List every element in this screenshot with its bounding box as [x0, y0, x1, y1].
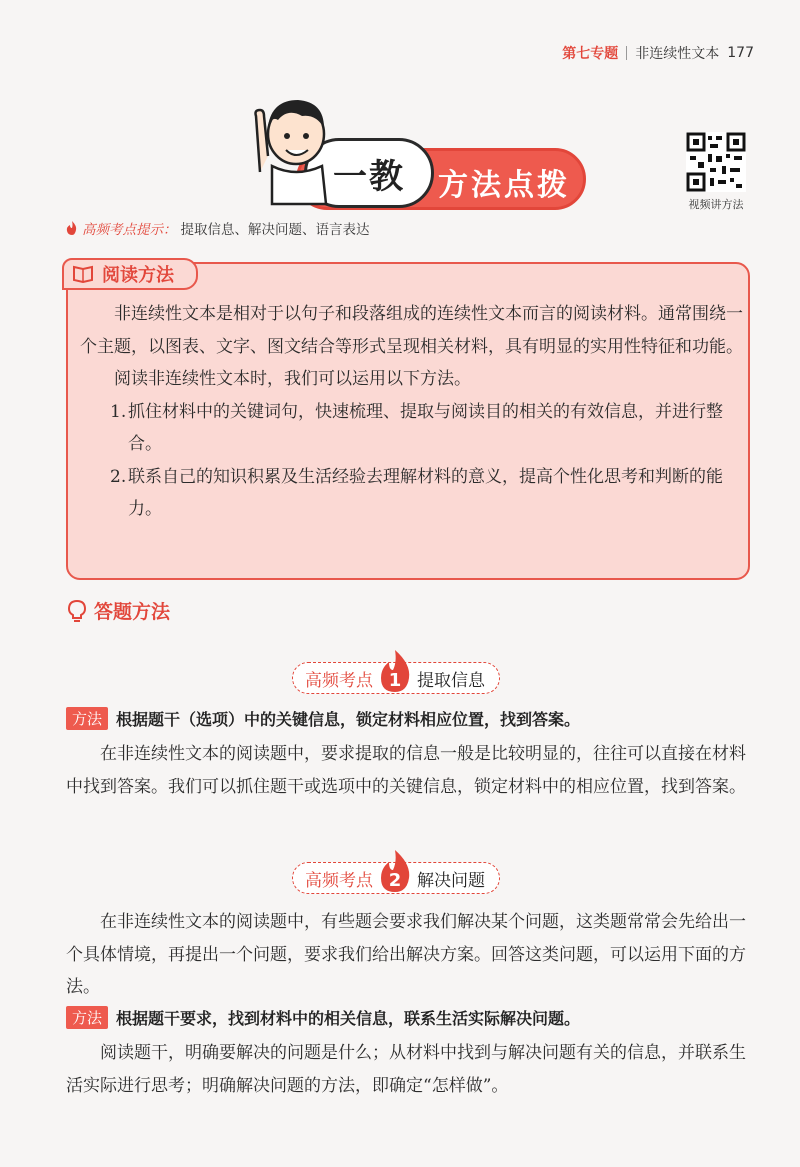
tip-label: 高频考点提示：	[82, 222, 177, 238]
kaodian-label: 高频考点	[305, 870, 373, 891]
kaodian-1-pill	[292, 662, 500, 694]
item-number: 1.	[110, 401, 127, 422]
item-number: 2.	[110, 466, 127, 487]
method-line-2	[66, 1006, 580, 1029]
kaodian-2-intro: 在非连续性文本的阅读题中，有些题会要求我们解决某个问题，这类题常常会先给出一个具体情境，再提出一个问题，要求我们给出解决方案。回答这类问题，可以运用下面的方法。	[66, 912, 746, 997]
flame-icon	[377, 848, 413, 894]
kaodian-topic: 提取信息	[417, 670, 485, 691]
kaodian-2-pill	[292, 862, 500, 894]
cartoon-boy-icon	[242, 86, 338, 206]
method-text: 根据题干要求，找到材料中的相关信息，联系生活实际解决问题。	[116, 1009, 581, 1028]
chapter-label: 第七专题	[562, 46, 619, 62]
reading-method-content	[80, 298, 744, 526]
section-banner	[238, 120, 588, 220]
book-icon	[72, 265, 94, 283]
banner-right-text: 方法点拨	[438, 168, 570, 203]
reading-item	[80, 396, 744, 461]
qr-code-icon	[686, 132, 746, 192]
method-line-1	[66, 707, 580, 730]
flame-icon	[377, 648, 413, 694]
kaodian-topic: 解决问题	[417, 870, 485, 891]
method-tag: 方法	[66, 707, 108, 730]
method-text: 根据题干（选项）中的关键信息，锁定材料相应位置，找到答案。	[116, 710, 581, 729]
answer-method-title: 答题方法	[94, 601, 171, 623]
kaodian-number: 2	[388, 870, 402, 891]
topic-label: 非连续性文本	[635, 46, 720, 62]
lightbulb-icon	[68, 600, 86, 622]
kaodian-number: 1	[388, 670, 402, 691]
reading-method-tab	[62, 258, 198, 290]
kaodian-1-body: 在非连续性文本的阅读题中，要求提取的信息一般是比较明显的，往往可以直接在材料中找到答案。我们可以抓住题干或选项中的关键信息，锁定材料中的相应位置，找到答案。	[66, 744, 746, 797]
method-tag: 方法	[66, 1006, 108, 1029]
page-number: 177	[727, 45, 754, 61]
flame-icon	[66, 221, 78, 235]
reading-para-2: 阅读非连续性文本时，我们可以运用以下方法。	[114, 369, 471, 389]
reading-method-title: 阅读方法	[102, 265, 174, 286]
reading-para-1: 非连续性文本是相对于以句子和段落组成的连续性文本而言的阅读材料。通常围绕一个主题，以图表、文字、图文结合等形式呈现相关材料，具有明显的实用性特征和功能。	[80, 304, 743, 357]
kaodian-2-body: 阅读题干，明确要解决的问题是什么；从材料中找到与解决问题有关的信息，并联系生活实际进行思考；明确解决问题的方法，即确定“怎样做”。	[66, 1043, 746, 1096]
reading-item	[80, 461, 744, 526]
tip-text: 提取信息、解决问题、语言表达	[180, 222, 370, 238]
running-head	[562, 40, 754, 66]
kaodian-label: 高频考点	[305, 670, 373, 691]
answer-method-heading	[68, 597, 170, 624]
tip-line	[66, 218, 370, 238]
header-divider	[626, 46, 627, 60]
qr-caption: 视频讲方法	[688, 198, 744, 211]
item-text: 抓住材料中的关键词句，快速梳理、提取与阅读目的相关的有效信息，并进行整合。	[128, 401, 723, 454]
item-text: 联系自己的知识积累及生活经验去理解材料的意义，提高个性化思考和判断的能力。	[128, 466, 723, 519]
banner-left-text: 一教	[333, 156, 405, 197]
